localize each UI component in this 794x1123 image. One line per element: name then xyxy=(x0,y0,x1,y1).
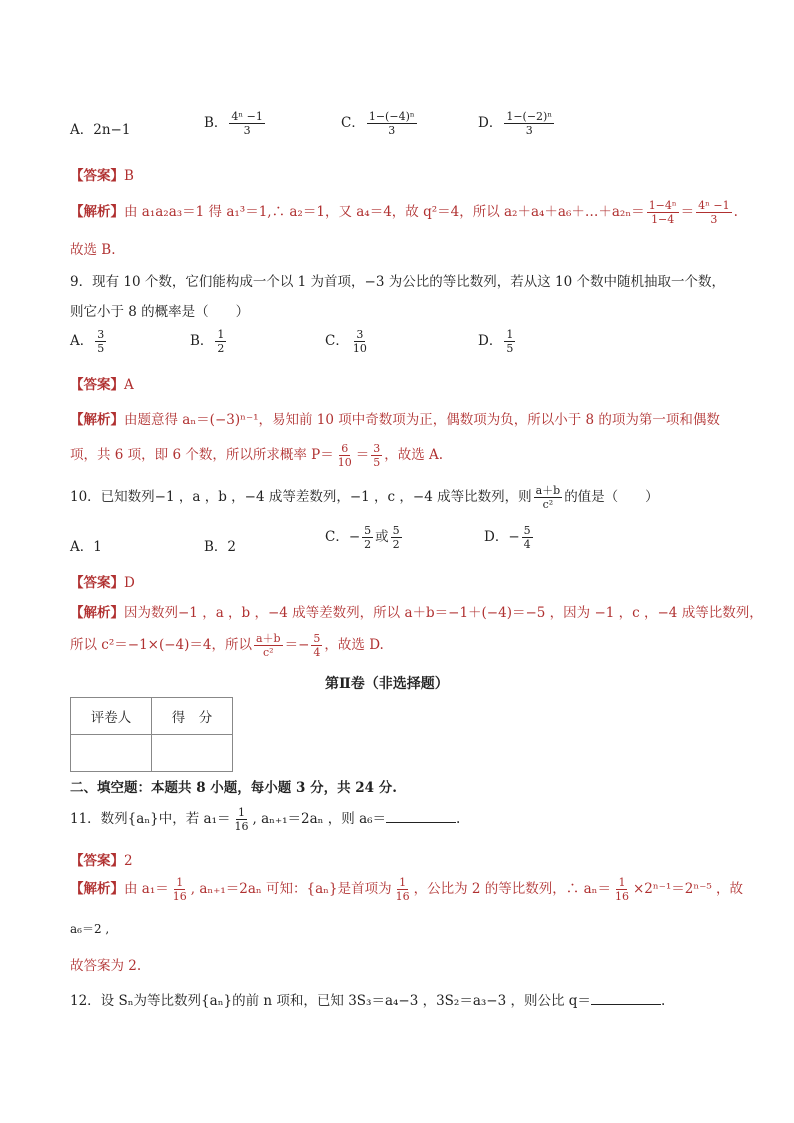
denominator: 4 xyxy=(523,538,531,551)
fraction xyxy=(215,328,226,355)
q9-option-a xyxy=(70,328,108,355)
denominator: 2 xyxy=(392,538,400,551)
analysis-tag: 【解析】 xyxy=(70,605,124,621)
q10-option-a xyxy=(70,535,102,555)
q9-stem-line2: 则它小于 8 的概率是（ ） xyxy=(70,304,250,320)
numerator: 1−(−4)ⁿ xyxy=(368,110,415,123)
answer-value: D xyxy=(124,575,135,591)
numerator: 1 xyxy=(176,876,184,889)
numerator: 5 xyxy=(364,524,372,537)
period: . xyxy=(660,993,666,1009)
numerator: 5 xyxy=(392,524,400,537)
q8-option-a xyxy=(70,118,130,138)
option-label: A． xyxy=(70,122,94,138)
q11-analysis-line2: a₆＝2 , xyxy=(70,922,110,936)
denominator: 3 xyxy=(388,124,396,137)
numerator: a＋b xyxy=(535,484,561,497)
q10-analysis-line2 xyxy=(70,632,384,659)
analysis-text: 由题意得 aₙ＝(−3)ⁿ⁻¹，易知前 10 项中奇数项为正，偶数项为负，所以小于 8 的项为第一项和偶数 xyxy=(124,412,720,428)
q10-analysis-line1 xyxy=(70,601,763,621)
denominator: 10 xyxy=(337,456,352,469)
analysis-tag: 【解析】 xyxy=(70,881,124,897)
section2-heading: 二、填空题：本题共 8 小题，每小题 3 分，共 24 分. xyxy=(70,780,397,796)
q10-option-b xyxy=(204,535,236,555)
stem-text: 11．数列{aₙ}中，若 a₁＝ xyxy=(70,811,231,827)
equals: ＝ xyxy=(355,447,370,463)
numerator: 4ⁿ −1 xyxy=(231,110,263,123)
fraction xyxy=(311,632,322,659)
q10-stem xyxy=(70,484,659,511)
q9-analysis-line1 xyxy=(70,408,720,428)
q10-option-c xyxy=(325,524,404,551)
fraction xyxy=(371,442,382,469)
numerator: 1 xyxy=(399,876,407,889)
answer-tag: 【答案】 xyxy=(70,168,124,184)
fraction xyxy=(229,110,264,137)
fraction xyxy=(391,524,402,551)
numerator: 1−4ⁿ xyxy=(648,199,677,212)
grader-header: 评卷人 xyxy=(71,698,152,735)
analysis-text: ，故选 A. xyxy=(384,447,444,463)
answer-value: A xyxy=(124,377,134,393)
q8-conclusion: 故选 B. xyxy=(70,242,116,258)
q9-option-d xyxy=(478,328,517,355)
fraction xyxy=(534,484,563,511)
denominator: 2 xyxy=(364,538,372,551)
analysis-tag: 【解析】 xyxy=(70,204,124,220)
or-text: 或 xyxy=(375,529,389,545)
q9-analysis-line2 xyxy=(70,442,443,469)
answer-blank[interactable] xyxy=(386,810,456,823)
option-value: 1 xyxy=(93,539,102,555)
q11-analysis-line3: 故答案为 2. xyxy=(70,958,142,974)
denominator: 3 xyxy=(243,124,251,137)
denominator: 3 xyxy=(525,124,533,137)
answer-tag: 【答案】 xyxy=(70,575,124,591)
denominator: 10 xyxy=(352,342,367,355)
denominator: c² xyxy=(542,498,554,511)
fraction xyxy=(367,110,417,137)
numerator: a＋b xyxy=(256,632,281,645)
q11-answer xyxy=(70,849,133,869)
score-cell[interactable] xyxy=(152,735,233,772)
stem-text: 的值是（ ） xyxy=(564,489,659,505)
analysis-text: 所以 c²＝−1×(−4)＝4，所以 xyxy=(70,637,252,653)
numerator: 1−(−2)ⁿ xyxy=(506,110,553,123)
analysis-text: 由 a₁＝ xyxy=(124,881,169,897)
equals: ＝ xyxy=(680,204,695,220)
analysis-tag: 【解析】 xyxy=(70,412,124,428)
denominator: 16 xyxy=(614,890,629,903)
period: . xyxy=(456,811,461,827)
denominator: 16 xyxy=(172,890,187,903)
option-value: 2 xyxy=(227,539,237,555)
option-label: A． xyxy=(70,539,94,555)
q9-answer xyxy=(70,373,134,393)
fraction xyxy=(504,328,515,355)
denominator: 5 xyxy=(506,342,514,355)
fraction xyxy=(233,806,251,833)
numerator: 1 xyxy=(217,328,225,341)
fraction xyxy=(647,199,679,226)
period: . xyxy=(733,204,738,220)
denominator: 3 xyxy=(710,213,718,226)
fraction xyxy=(696,199,731,226)
fraction xyxy=(95,328,106,355)
numerator: 3 xyxy=(356,328,364,341)
numerator: 5 xyxy=(523,524,531,537)
numerator: 6 xyxy=(341,442,349,455)
section-title: 第Ⅱ卷（非选择题） xyxy=(325,676,449,692)
equals: ＝− xyxy=(284,637,310,653)
option-label: B． xyxy=(204,539,228,555)
q8-answer xyxy=(70,164,134,184)
option-label: D． xyxy=(478,115,503,131)
q12-stem xyxy=(70,989,665,1009)
q8-option-d xyxy=(478,110,556,137)
numerator: 3 xyxy=(97,328,105,341)
q9-stem-line1: 9．现有 10 个数，它们能构成一个以 1 为首项，−3 为公比的等比数列，若从这 10 个数中随机抽取一个数， xyxy=(70,274,725,290)
option-label: C． xyxy=(325,529,349,545)
q8-option-c xyxy=(341,110,419,137)
minus: − xyxy=(348,529,361,545)
fraction xyxy=(394,876,412,903)
answer-blank[interactable] xyxy=(591,992,661,1005)
q11-stem xyxy=(70,806,460,833)
option-label: C． xyxy=(341,115,365,131)
analysis-text: 项，共 6 项，即 6 个数，所以所求概率 P＝ xyxy=(70,447,334,463)
option-label: D． xyxy=(478,333,503,349)
q11-analysis-line1 xyxy=(70,876,743,903)
option-label: B． xyxy=(190,333,214,349)
answer-tag: 【答案】 xyxy=(70,853,124,869)
analysis-text: ，公比为 2 的等比数列，∴ aₙ＝ xyxy=(413,881,611,897)
denominator: 5 xyxy=(97,342,105,355)
denominator: 16 xyxy=(395,890,410,903)
grade-table xyxy=(70,697,233,772)
fraction xyxy=(254,632,283,659)
answer-value: 2 xyxy=(124,853,133,869)
numerator: 4ⁿ −1 xyxy=(698,199,730,212)
answer-tag: 【答案】 xyxy=(70,377,124,393)
grader-cell[interactable] xyxy=(71,735,152,772)
denominator: 1−4 xyxy=(651,213,675,226)
q8-option-b xyxy=(204,110,267,137)
numerator: 1 xyxy=(618,876,626,889)
stem-text: , aₙ₊₁＝2aₙ ，则 a₆＝ xyxy=(252,811,387,827)
option-value: 2n−1 xyxy=(93,122,131,138)
fraction xyxy=(522,524,533,551)
analysis-text: 因为数列−1 ，a ，b ，−4 成等差数列，所以 a＋b＝−1＋(−4)＝−5 ，因为 −1 ，c ，−4 成等比数列， xyxy=(124,605,763,621)
option-label: D． xyxy=(484,529,509,545)
denominator: 16 xyxy=(234,820,249,833)
analysis-text: ×2ⁿ⁻¹＝2ⁿ⁻⁵ ，故 xyxy=(632,881,744,897)
option-label: A． xyxy=(70,333,94,349)
numerator: 1 xyxy=(238,806,245,819)
answer-value: B xyxy=(124,168,134,184)
fraction xyxy=(613,876,631,903)
q10-option-d xyxy=(484,524,535,551)
fraction xyxy=(504,110,554,137)
denominator: 2 xyxy=(217,342,225,355)
q10-answer xyxy=(70,571,135,591)
stem-text: 10．已知数列−1 ，a ，b ，−4 成等差数列，−1 ，c ，−4 成等比数列，则 xyxy=(70,489,532,505)
fraction xyxy=(351,328,369,355)
fraction xyxy=(171,876,189,903)
fraction xyxy=(336,442,354,469)
stem-text: 12．设 Sₙ为等比数列{aₙ}的前 n 项和，已知 3S₃＝a₄−3 ，3S₂＝a₃−3 ，则公比 q＝ xyxy=(70,993,591,1009)
q9-option-b xyxy=(190,328,228,355)
denominator: 5 xyxy=(373,456,381,469)
analysis-text: , aₙ₊₁＝2aₙ 可知：{aₙ}是首项为 xyxy=(190,881,392,897)
denominator: c² xyxy=(263,646,274,659)
q9-option-c xyxy=(325,328,371,355)
numerator: 5 xyxy=(313,632,321,645)
score-header: 得 分 xyxy=(152,698,233,735)
option-label: B． xyxy=(204,115,228,131)
numerator: 1 xyxy=(506,328,514,341)
minus: − xyxy=(508,529,520,545)
numerator: 3 xyxy=(373,442,381,455)
analysis-text: ，故选 D. xyxy=(324,637,384,653)
option-label: C． xyxy=(325,333,349,349)
denominator: 4 xyxy=(313,646,321,659)
q8-analysis xyxy=(70,199,738,226)
analysis-text: 由 a₁a₂a₃＝1 得 a₁³＝1,∴ a₂＝1，又 a₄＝4，故 q²＝4，所以 a₂＋a₄＋a₆＋…＋a₂ₙ＝ xyxy=(124,204,645,220)
fraction xyxy=(362,524,373,551)
